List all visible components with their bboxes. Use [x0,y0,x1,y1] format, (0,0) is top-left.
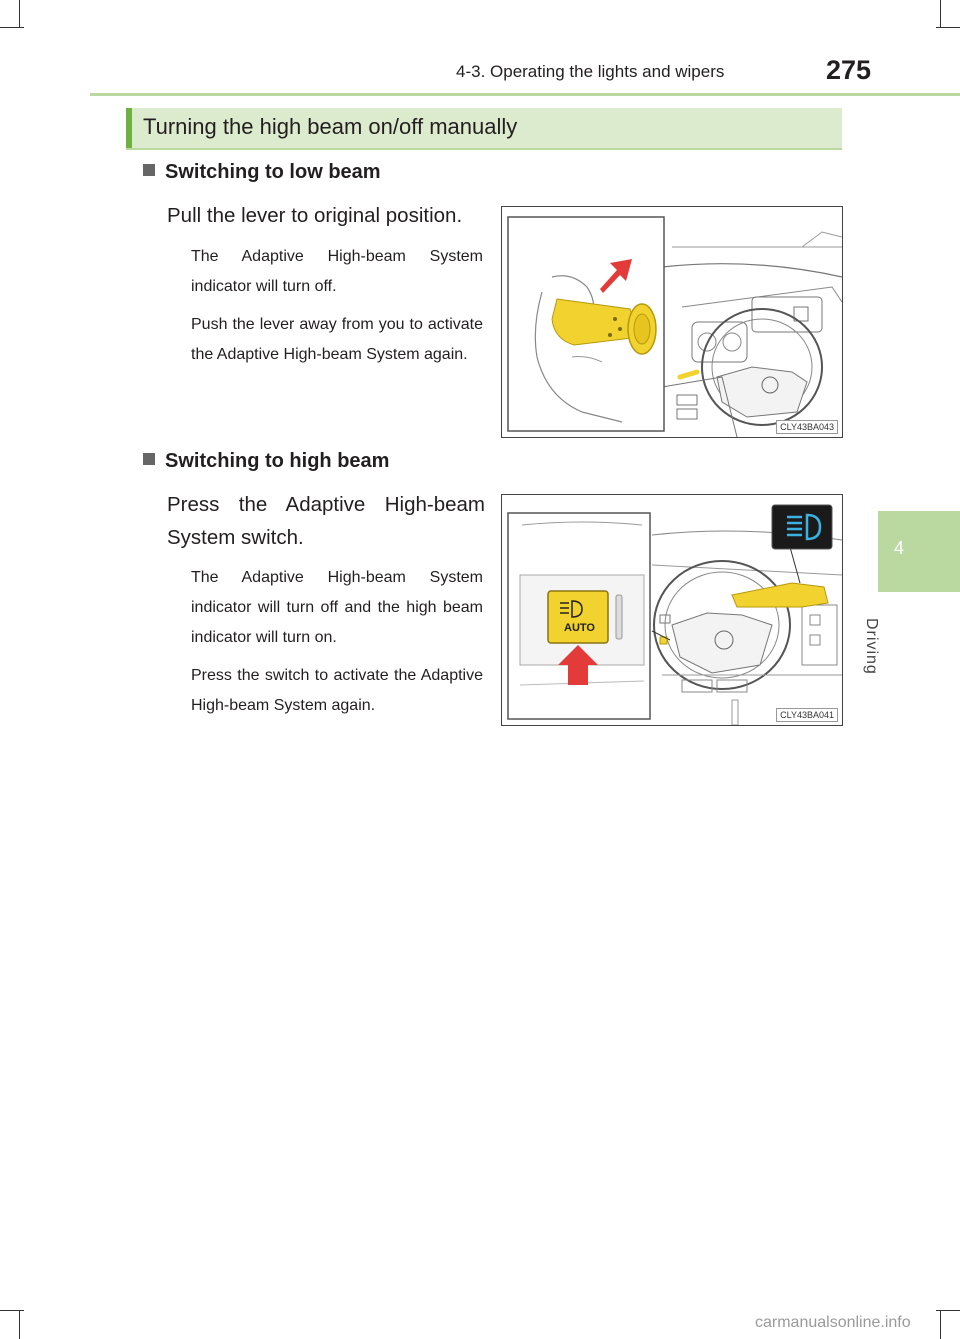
header-rule [90,93,960,96]
figure-code: CLY43BA043 [776,420,838,434]
square-bullet-icon [143,164,155,176]
note-text: The Adaptive High-beam System indicator will turn off and the high beam indicator will turn on. [191,569,483,646]
subsection-heading-text: Switching to high beam [165,450,390,472]
crop-mark [19,1310,20,1339]
switch-label: AUTO [564,622,595,634]
subsection-heading-high-beam [143,450,389,473]
crop-mark [936,27,960,28]
chapter-tab-label: Driving [863,618,880,675]
crop-mark [0,27,24,28]
watermark: carmanualsonline.info [755,1314,911,1331]
figure-code: CLY43BA041 [776,708,838,722]
step-text: Pull the lever to original position. [167,204,463,227]
crop-mark [19,0,20,27]
crop-mark [940,0,941,27]
note-text: Push the lever away from you to activate the Adaptive High-beam System again. [191,316,483,363]
switch-illustration [502,495,842,725]
chapter-tab-number: 4 [894,538,905,558]
section-title: Turning the high beam on/off manually [143,114,518,139]
crop-mark [0,1310,24,1311]
subsection-heading-text: Switching to low beam [165,161,381,183]
subsection-heading-low-beam [143,161,381,184]
square-bullet-icon [143,453,155,465]
chapter-tab [878,511,960,592]
step-text: Press the Adaptive High-beam System switch. [167,493,485,549]
chapter-title: 4-3. Operating the lights and wipers [456,62,725,81]
section-header [126,108,842,150]
figure-high-beam-switch [501,494,843,726]
page-number: 275 [826,55,872,85]
crop-mark [940,1310,941,1339]
lever-illustration [502,207,842,437]
note-text: Press the switch to activate the Adaptive High-beam System again. [191,667,483,714]
note-text: The Adaptive High-beam System indicator will turn off. [191,248,483,295]
section-accent-bar [126,108,132,148]
figure-low-beam-lever [501,206,843,438]
